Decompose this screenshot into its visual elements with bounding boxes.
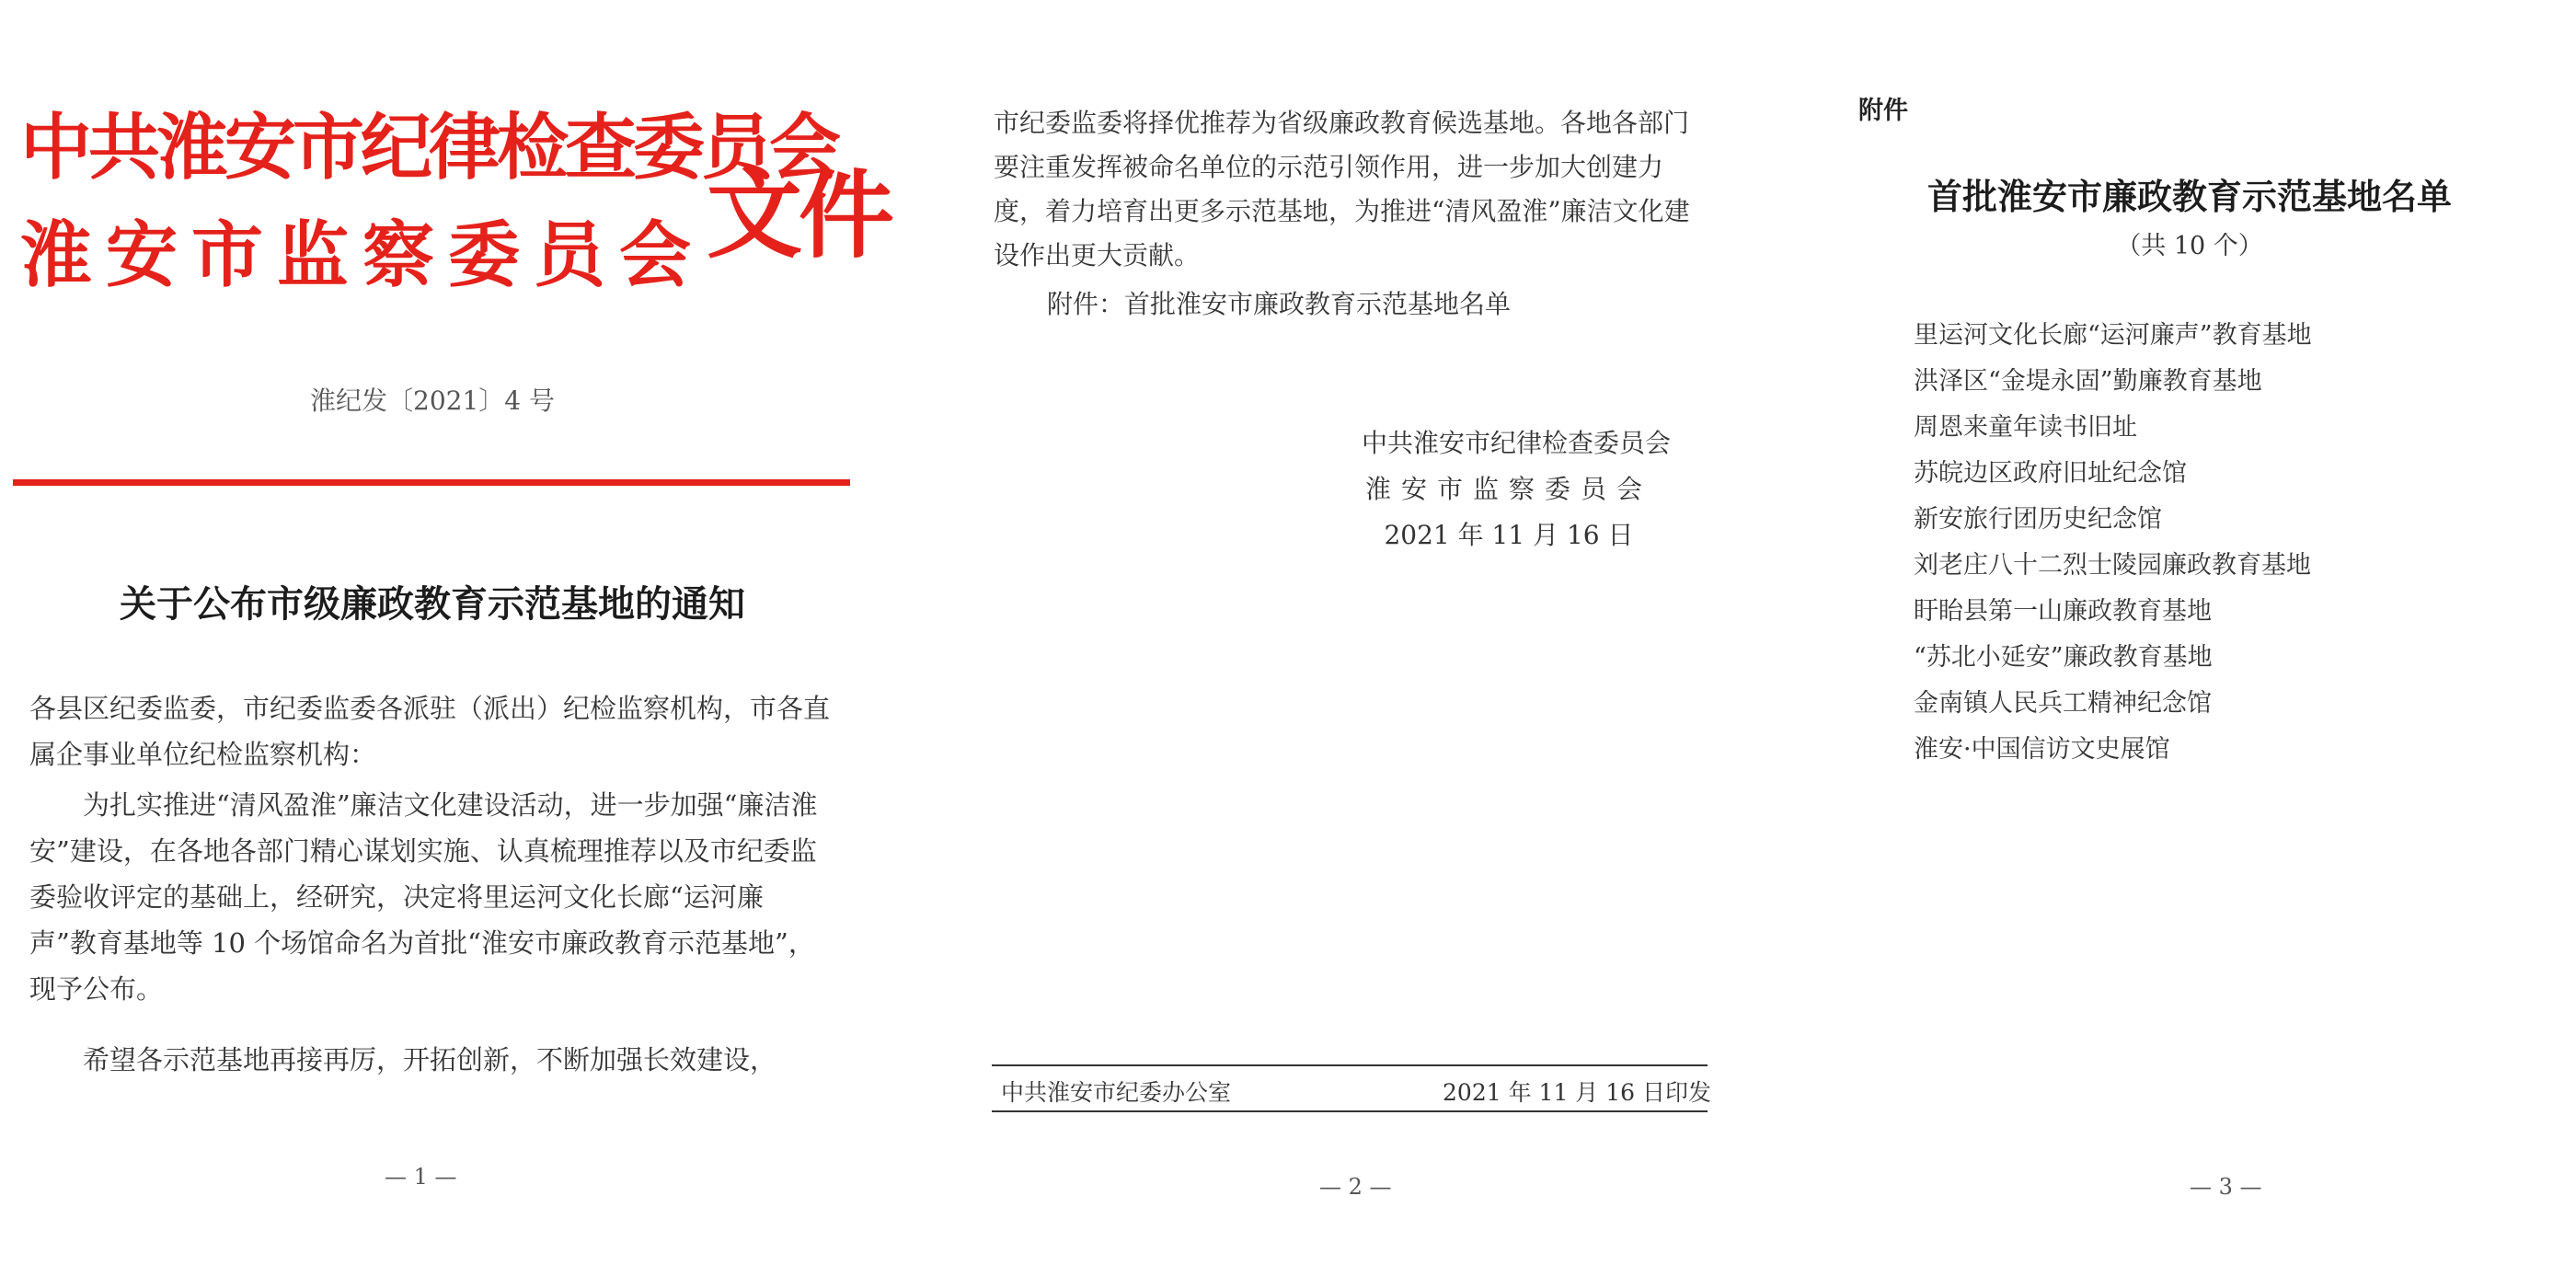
page-number: — 1 — (385, 1164, 457, 1190)
list-item: 里运河文化长廊“运河廉声”教育基地 (1914, 321, 2312, 350)
body-paragraph-1 (29, 782, 830, 1012)
list-item: 周恩来童年读书旧址 (1914, 413, 2137, 442)
org-name-line1: 中共淮安市纪律检查委员会 (20, 106, 838, 190)
paragraph-text: 市纪委监委将择优推荐为省级廉政教育候选基地。各地各部门要注重发挥被命名单位的示范引领作用，进一步加大创建力度，着力培育出更多示范基地，为推进“清风盈淮”廉洁文化建设作出更大贡献。 (994, 108, 1690, 270)
document-number: 淮纪发〔2021〕4 号 (310, 385, 555, 416)
body-paragraph-2 (29, 1037, 830, 1083)
attachment-label: 附件 (1858, 97, 1908, 125)
org-name-line2: 淮安市监察委员会 (20, 213, 706, 297)
list-item: 金南镇人民兵工精神纪念馆 (1914, 689, 2212, 718)
list-title: 首批淮安市廉政教育示范基地名单 (1926, 176, 2452, 217)
list-count: （共 10 个） (2116, 232, 2263, 260)
continued-paragraph (994, 101, 1711, 278)
site-list (1914, 313, 2312, 773)
list-item: 淮安·中国信访文史展馆 (1914, 735, 2170, 764)
list-item: “苏北小延安”廉政教育基地 (1914, 643, 2213, 672)
paragraph-text: 希望各示范基地再接再厉，开拓创新，不断加强长效建设， (83, 1044, 777, 1075)
issue-date: 2021 年 11 月 16 日印发 (1443, 1079, 1711, 1106)
footer-rule-top (992, 1064, 1708, 1066)
document-page-3 (1803, 0, 2576, 1288)
file-label: 文件 (707, 158, 891, 271)
signature-date: 2021 年 11 月 16 日 (1384, 520, 1634, 550)
list-item: 苏皖边区政府旧址纪念馆 (1914, 459, 2187, 488)
list-item: 洪泽区“金堤永固”勤廉教育基地 (1914, 367, 2262, 396)
issuer-office: 中共淮安市纪委办公室 (1001, 1079, 1232, 1106)
document-title: 关于公布市级廉政教育示范基地的通知 (120, 582, 745, 626)
footer-rule-bottom (992, 1110, 1708, 1112)
document-page-1 (0, 0, 891, 1288)
address-text: 各县区纪委监委，市纪委监委各派驻（派出）纪检监察机构，市各直属企事业单位纪检监察机构： (29, 693, 831, 770)
page-number: — 2 — (1319, 1174, 1392, 1200)
paragraph-text: 为扎实推进“清风盈淮”廉洁文化建设活动，进一步加强“廉洁淮安”建设，在各地各部门精心谋划实施、认真梳理推荐以及市纪委监委验收评定的基础上，经研究，决定将里运河文化长廊“运河廉声”教育基地等 10 个场馆命名为首批“淮安市廉政教育示范基地”，现予公布。 (29, 789, 818, 1005)
list-item: 刘老庄八十二烈士陵园廉政教育基地 (1914, 551, 2311, 580)
page-number: — 3 — (2190, 1174, 2262, 1200)
signature-org-2: 淮安市监察委员会 (1364, 474, 1652, 504)
address-paragraph (29, 685, 830, 777)
red-divider (13, 479, 850, 486)
document-page-2 (975, 0, 1748, 1288)
signature-org-1: 中共淮安市纪律检查委员会 (1362, 428, 1672, 458)
list-item: 盱眙县第一山廉政教育基地 (1914, 597, 2212, 626)
list-item: 新安旅行团历史纪念馆 (1914, 505, 2162, 534)
attachment-line: 附件：首批淮安市廉政教育示范基地名单 (1047, 289, 1512, 319)
